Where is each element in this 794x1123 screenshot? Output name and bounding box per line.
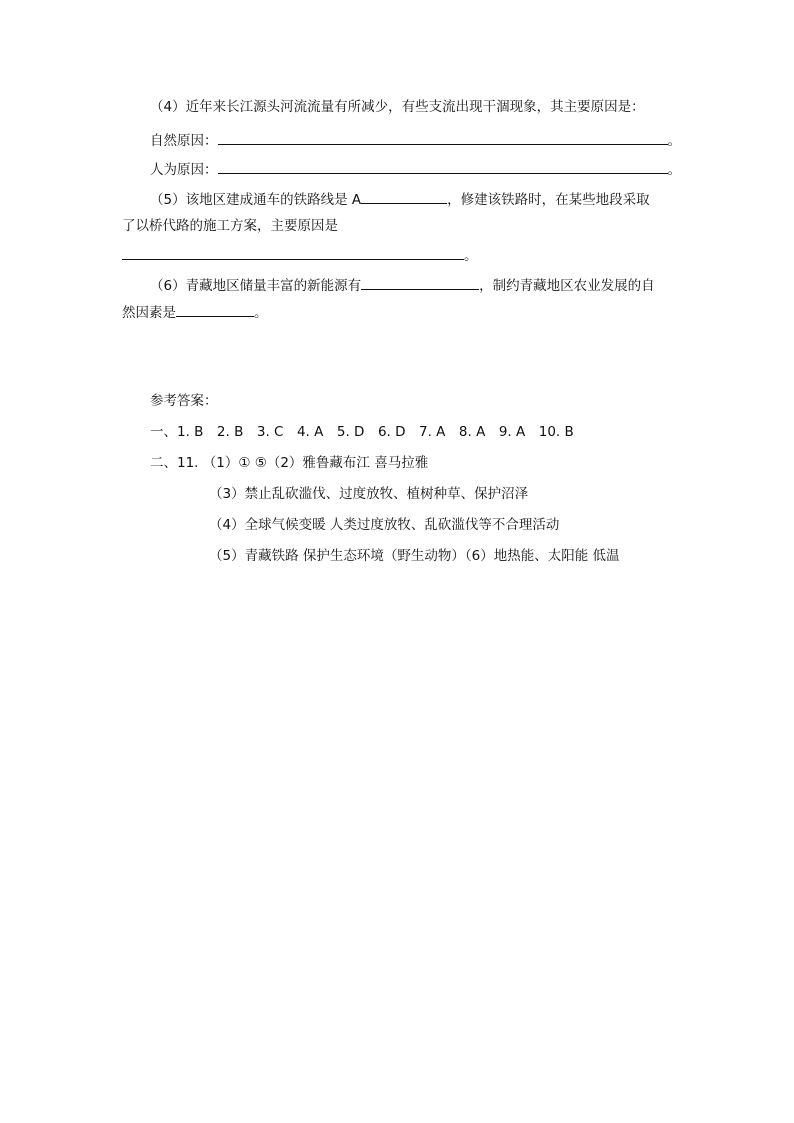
q6-factor-blank[interactable] xyxy=(176,302,254,317)
q5-railway-blank[interactable] xyxy=(361,189,447,204)
answers-part2-line1: 二、11. （1）① ⑤（2）雅鲁藏布江 喜马拉雅 xyxy=(150,455,429,471)
q5-reason-blank[interactable] xyxy=(122,245,464,260)
q5-line2: 了以桥代路的施工方案，主要原因是 xyxy=(122,218,338,234)
answers-part2-line4: （5）青藏铁路 保护生态环境（野生动物）（6）地热能、太阳能 低温 xyxy=(209,548,620,564)
q4-natural-row: 自然原因： 。 xyxy=(150,130,681,150)
q6-energy-blank[interactable] xyxy=(361,275,479,290)
q4-natural-label: 自然原因： xyxy=(150,133,218,149)
answers-part2-line2: （3）禁止乱砍滥伐、过度放牧、植树种草、保护沼泽 xyxy=(209,486,529,502)
q4-human-row: 人为原因： 。 xyxy=(150,159,681,179)
answers-part2-line3: （4）全球气候变暖 人类过度放牧、乱砍滥伐等不合理活动 xyxy=(209,517,560,533)
q6-line2: 然因素是 。 xyxy=(122,302,268,322)
q5-line3: 。 xyxy=(122,245,478,265)
q4-stem: （4）近年来长江源头河流流量有所减少，有些支流出现干涸现象，其主要原因是： xyxy=(150,99,645,115)
answers-heading: 参考答案： xyxy=(150,393,218,409)
q4-natural-blank[interactable] xyxy=(218,130,668,145)
answers-part1: 一、1. B 2. B 3. C 4. A 5. D 6. D 7. A 8. A 9. A 10. B xyxy=(150,424,574,440)
q4-human-label: 人为原因： xyxy=(150,162,218,178)
q6-line1: （6）青藏地区储量丰富的新能源有 ，制约青藏地区农业发展的自 xyxy=(150,275,655,295)
q4-human-blank[interactable] xyxy=(218,159,668,174)
q5-line1: （5）该地区建成通车的铁路线是 A ，修建该铁路时，在某些地段采取 xyxy=(150,189,650,209)
